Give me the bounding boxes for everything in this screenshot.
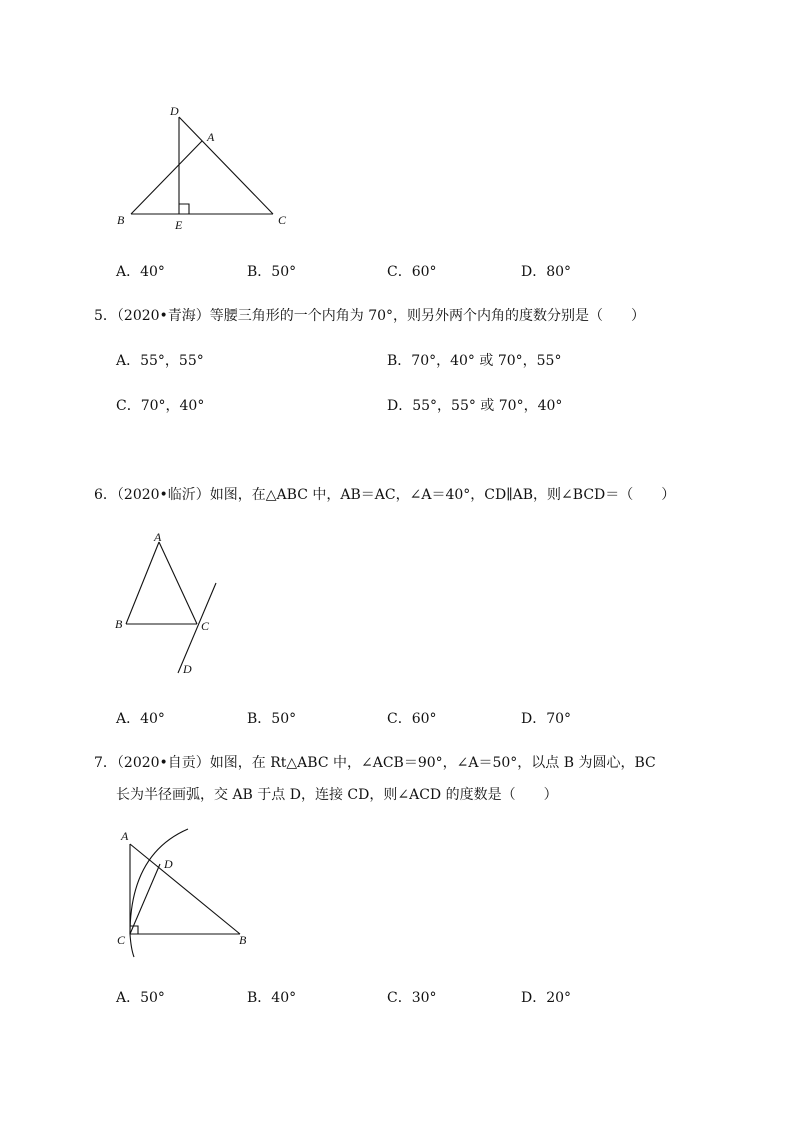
q5-option-c: C．70°，40°	[116, 398, 205, 414]
label-A: A	[121, 829, 129, 843]
q5-option-b: B．70°，40° 或 70°，55°	[387, 353, 562, 369]
label-C: C	[278, 213, 287, 227]
segment-AC	[159, 542, 197, 624]
q7-option-c: C．30°	[387, 990, 437, 1006]
q5-option-d: D．55°，55° 或 70°，40°	[387, 398, 563, 414]
figure-q7	[110, 824, 270, 964]
label-C: C	[201, 619, 210, 633]
right-angle-mark	[179, 204, 189, 214]
q6-option-d: D．70°	[521, 711, 572, 727]
q4-option-d: D．80°	[521, 264, 572, 280]
q4-option-b: B．50°	[247, 264, 297, 280]
segment-AB	[130, 844, 240, 934]
figure-q4	[110, 100, 310, 240]
q5-option-a: A．55°，55°	[116, 353, 204, 369]
label-B: B	[117, 213, 125, 227]
q7-stem-line2: 长为半径画弧，交 AB 于点 D，连接 CD，则∠ACD 的度数是（ ）	[116, 787, 558, 803]
q6-stem: 6．（2020•临沂）如图，在△ABC 中，AB＝AC，∠A＝40°，CD∥AB，则∠BCD＝（ ）	[94, 487, 676, 503]
q6-option-a: A．40°	[116, 711, 165, 727]
label-D: D	[170, 104, 179, 118]
label-A: A	[207, 130, 215, 144]
arc	[130, 829, 188, 957]
q4-option-a: A．40°	[116, 264, 165, 280]
label-B: B	[115, 617, 123, 631]
q7-option-d: D．20°	[521, 990, 572, 1006]
q7-option-a: A．50°	[116, 990, 165, 1006]
q7-stem-line1: 7．（2020•自贡）如图，在 Rt△ABC 中，∠ACB＝90°，∠A＝50°，以点 B 为圆心，BC	[94, 755, 656, 771]
label-A: A	[154, 530, 162, 544]
segment-AB	[126, 542, 159, 624]
q5-stem: 5．（2020•青海）等腰三角形的一个内角为 70°，则另外两个内角的度数分别是（ ）	[94, 308, 646, 324]
q4-option-c: C．60°	[387, 264, 437, 280]
figure-q6	[110, 528, 240, 678]
label-E: E	[175, 218, 183, 232]
label-D: D	[183, 662, 192, 676]
label-B: B	[239, 933, 247, 947]
label-D: D	[164, 857, 173, 871]
q6-option-b: B．50°	[247, 711, 297, 727]
label-C: C	[117, 933, 126, 947]
q7-option-b: B．40°	[247, 990, 297, 1006]
q6-option-c: C．60°	[387, 711, 437, 727]
segment-AC	[179, 117, 273, 214]
segment-BA	[131, 141, 202, 214]
segment-CD	[130, 864, 160, 934]
